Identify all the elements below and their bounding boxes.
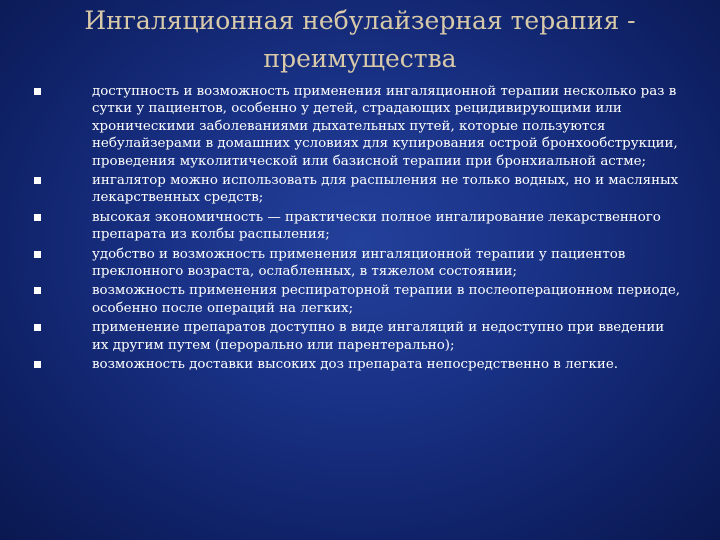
square-bullet-icon (34, 177, 41, 184)
square-bullet-icon (34, 361, 41, 368)
slide-title-line-2: преимущества (263, 44, 457, 73)
bullet-text: высокая экономичность — практически полное ингалирование лекарственного препарата из колбы распыления; (92, 209, 661, 243)
bullet-item (34, 246, 684, 281)
bullet-item (34, 319, 684, 354)
slide-title-line-1: Ингаляционная небулайзерная терапия - (84, 6, 636, 35)
bullet-text: ингалятор можно использовать для распыления не только водных, но и масляных лекарственных средств; (92, 173, 679, 206)
square-bullet-icon (34, 88, 41, 95)
square-bullet-icon (34, 324, 41, 331)
bullet-item (34, 356, 684, 373)
bullet-text: применение препаратов доступно в виде ингаляций и недоступно при введении их другим путем (перорально или парентерально); (92, 320, 665, 353)
bullet-text: возможность доставки высоких доз препарата непосредственно в легкие. (92, 357, 619, 373)
bullet-text: возможность применения респираторной терапии в послеоперационном периоде, особенно после операций на легких; (92, 283, 681, 316)
bullet-item (34, 83, 684, 170)
square-bullet-icon (34, 251, 41, 258)
bullet-item (34, 282, 684, 317)
bullet-item (34, 172, 684, 207)
bullet-list (34, 83, 684, 376)
slide-title (40, 2, 680, 78)
bullet-text: доступность и возможность применения ингаляционной терапии несколько раз в сутки у пациентов, особенно у детей, страдающих рецидивирующими или хроническими заболеваниями дыхательных путей, которые пользуются небулайзерами в домашних условиях для купирования острой бронхообструкции, проведения муколитической или базисной терапии при бронхиальной астме; (92, 84, 678, 169)
bullet-item (34, 209, 684, 244)
square-bullet-icon (34, 214, 41, 221)
bullet-text: удобство и возможность применения ингаляционной терапии у пациентов преклонного возраста, ослабленных, в тяжелом состоянии; (92, 246, 626, 280)
square-bullet-icon (34, 287, 41, 294)
